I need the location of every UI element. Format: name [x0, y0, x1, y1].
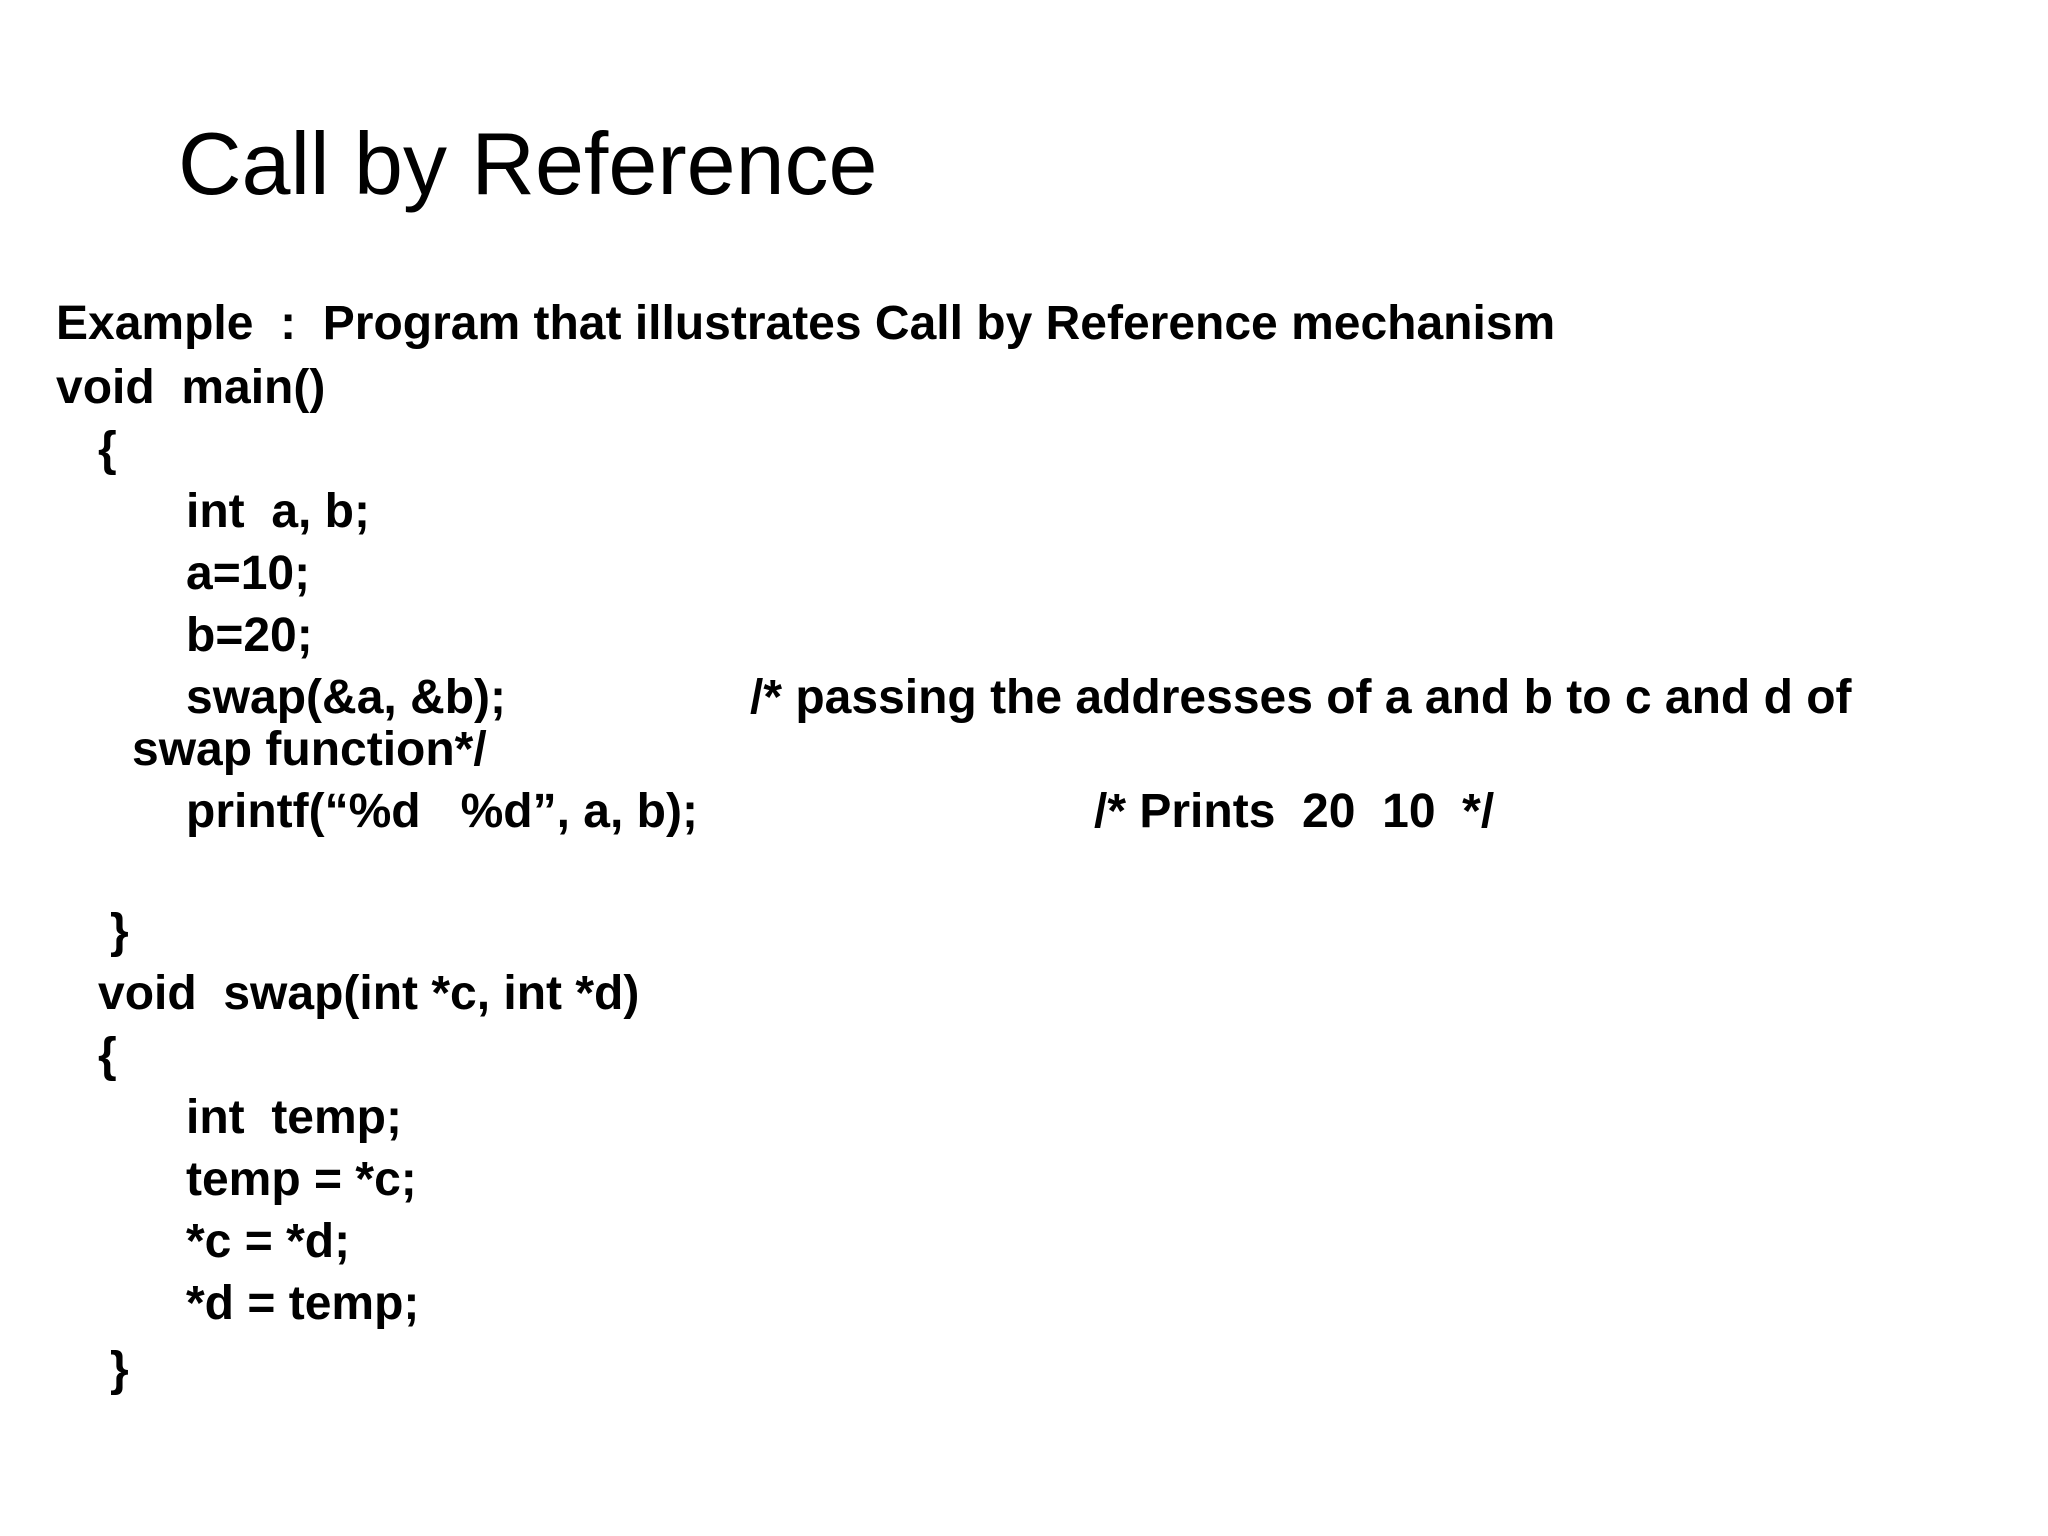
code-line-assign-a: a=10; — [186, 547, 311, 600]
swap-call-comment-continued: swap function*/ — [132, 723, 487, 776]
swap-open-brace: { — [98, 1029, 117, 1082]
main-close-brace: } — [110, 905, 129, 958]
code-line-decl: int a, b; — [186, 485, 370, 538]
code-line-temp-assign: temp = *c; — [186, 1153, 417, 1206]
swap-call-comment: /* passing the addresses of a and b to c and d of — [750, 671, 1852, 724]
code-line-assign-b: b=20; — [186, 609, 313, 662]
code-line-d-assign: *d = temp; — [186, 1277, 420, 1330]
code-line-c-assign: *c = *d; — [186, 1215, 351, 1268]
example-heading: Example : Program that illustrates Call by Reference mechanism — [56, 297, 1556, 350]
main-open-brace: { — [98, 423, 117, 476]
slide-title: Call by Reference — [178, 114, 878, 213]
swap-close-brace: } — [110, 1343, 129, 1396]
code-line-swap-call: swap(&a, &b); — [186, 671, 507, 724]
main-signature: void main() — [56, 361, 326, 414]
printf-comment: /* Prints 20 10 */ — [1094, 785, 1495, 838]
swap-signature: void swap(int *c, int *d) — [98, 967, 640, 1020]
code-line-printf: printf(“%d %d”, a, b); — [186, 785, 698, 838]
code-line-temp-decl: int temp; — [186, 1091, 402, 1144]
